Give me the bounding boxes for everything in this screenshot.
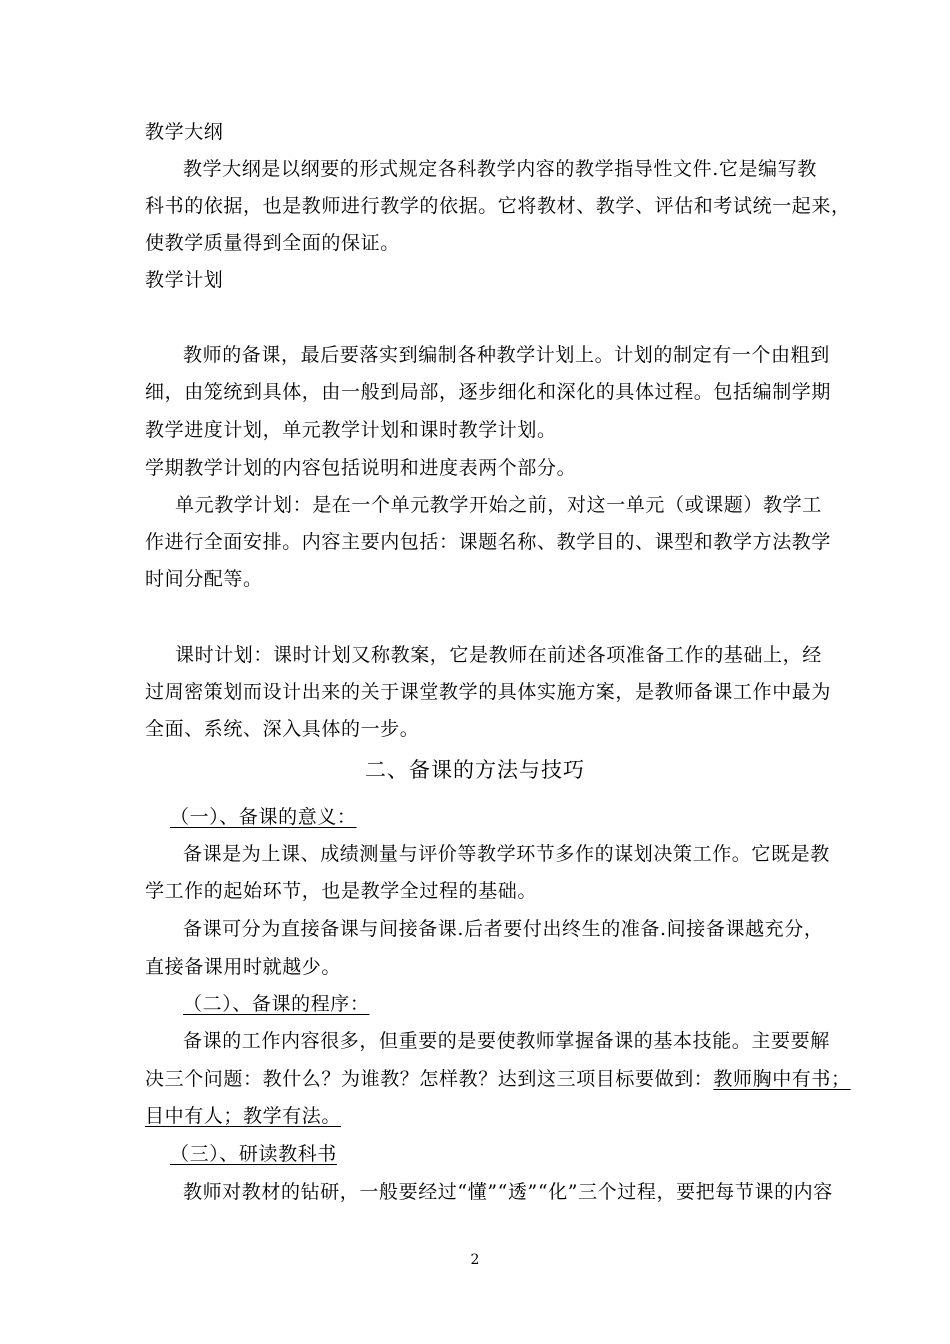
paragraph-line: 学期教学计划的内容包括说明和进度表两个部分。 (145, 457, 577, 479)
paragraph-line: 时间分配等。 (145, 568, 263, 590)
paragraph-line: 学工作的起始环节，也是教学全过程的基础。 (145, 880, 538, 902)
underlined-text: 教师胸中有书； (713, 1068, 851, 1090)
heading-teaching-plan: 教学计划 (145, 269, 224, 291)
underlined-text: 目中有人；教学有法。 (145, 1105, 342, 1127)
paragraph-line: 备课可分为直接备课与间接备课.后者要付出终生的准备.间接备课越充分， (183, 918, 824, 940)
paragraph-line: 过周密策划而设计出来的关于课堂教学的具体实施方案，是教师备课工作中最为 (145, 681, 832, 703)
paragraph-line: 直接备课用时就越少。 (145, 956, 342, 978)
paragraph-line: 使教学质量得到全面的保证。 (145, 232, 400, 254)
paragraph-line: 教学大纲是以纲要的形式规定各科教学内容的教学指导性文件.它是编写教 (183, 158, 817, 180)
paragraph-line: 教师的备课，最后要落实到编制各种教学计划上。计划的制定有一个由粗到 (183, 344, 830, 366)
subsection-heading: （三）、研读教科书 (170, 1143, 337, 1165)
paragraph-line: 单元教学计划：是在一个单元教学开始之前，对这一单元（或课题）教学工 (175, 494, 822, 516)
paragraph-line (145, 1067, 851, 1091)
paragraph-line: 作进行全面安排。内容主要内包括：课题名称、教学目的、课型和教学方法教学 (145, 531, 832, 553)
paragraph-line: 教学进度计划，单元教学计划和课时教学计划。 (145, 419, 557, 441)
page-number: 2 (470, 1252, 480, 1268)
paragraph-line: 科书的依据，也是教师进行教学的依据。它将教材、教学、评估和考试统一起来， (145, 195, 851, 217)
paragraph-text: 决三个问题：教什么？为谁教？怎样教？达到这三项目标要做到： (145, 1068, 714, 1090)
paragraph-line: 备课是为上课、成绩测量与评价等教学环节多作的谋划决策工作。它既是教 (183, 843, 830, 865)
subsection-heading: （一）、备课的意义： (170, 806, 357, 828)
section-heading: 二、备课的方法与技巧 (365, 758, 585, 782)
paragraph-line: 全面、系统、深入具体的一步。 (145, 718, 420, 740)
paragraph-line: 教师对教材的钻研，一般要经过“懂”“透”“化”三个过程，要把每节课的内容 (183, 1181, 833, 1203)
paragraph-line: 课时计划：课时计划又称教案，它是教师在前述各项准备工作的基础上，经 (175, 644, 822, 666)
paragraph-line: 备课的工作内容很多，但重要的是要使教师掌握备课的基本技能。主要要解 (183, 1030, 830, 1052)
paragraph-line: 细，由笼统到具体，由一般到局部，逐步细化和深化的具体过程。包括编制学期 (145, 381, 832, 403)
heading-syllabus: 教学大纲 (145, 121, 224, 143)
subsection-heading: （二）、备课的程序： (183, 993, 370, 1015)
